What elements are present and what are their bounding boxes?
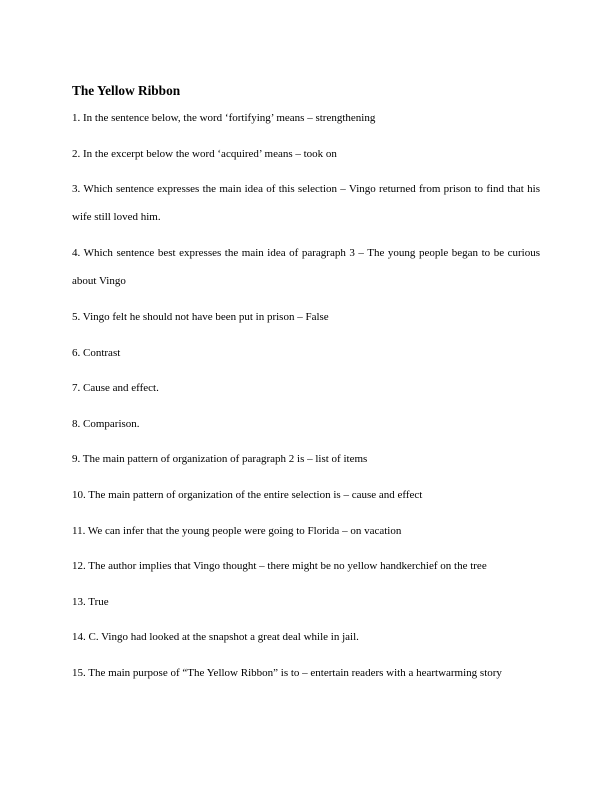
- answer-12: 12. The author implies that Vingo thought – there might be no yellow handkerchief on the tree: [72, 560, 487, 573]
- document-page: [72, 82, 540, 695]
- document-title: The Yellow Ribbon: [72, 83, 181, 98]
- answer-9: 9. The main pattern of organization of paragraph 2 is – list of items: [72, 453, 368, 466]
- answer-4: 4. Which sentence best expresses the main idea of paragraph 3 – The young people began to be curious about Vingo: [72, 247, 540, 288]
- answer-5: 5. Vingo felt he should not have been put in prison – False: [72, 310, 329, 323]
- answer-6: 6. Contrast: [72, 346, 121, 359]
- answer-8: 8. Comparison.: [72, 417, 140, 430]
- answer-13: 13. True: [72, 595, 109, 608]
- answer-14: 14. C. Vingo had looked at the snapshot a great deal while in jail.: [72, 631, 359, 644]
- answer-2: 2. In the excerpt below the word ‘acquired’ means – took on: [72, 147, 337, 160]
- answer-3: 3. Which sentence expresses the main idea of this selection – Vingo returned from prison to find that his wife still loved him.: [72, 183, 540, 224]
- answer-15: 15. The main purpose of “The Yellow Ribbon” is to – entertain readers with a heartwarming story: [72, 666, 502, 679]
- answer-7: 7. Cause and effect.: [72, 382, 159, 395]
- answer-1: 1. In the sentence below, the word ‘fortifying’ means – strengthening: [72, 112, 376, 124]
- answer-10: 10. The main pattern of organization of the entire selection is – cause and effect: [72, 488, 423, 501]
- answer-11: 11. We can infer that the young people were going to Florida – on vacation: [72, 524, 402, 537]
